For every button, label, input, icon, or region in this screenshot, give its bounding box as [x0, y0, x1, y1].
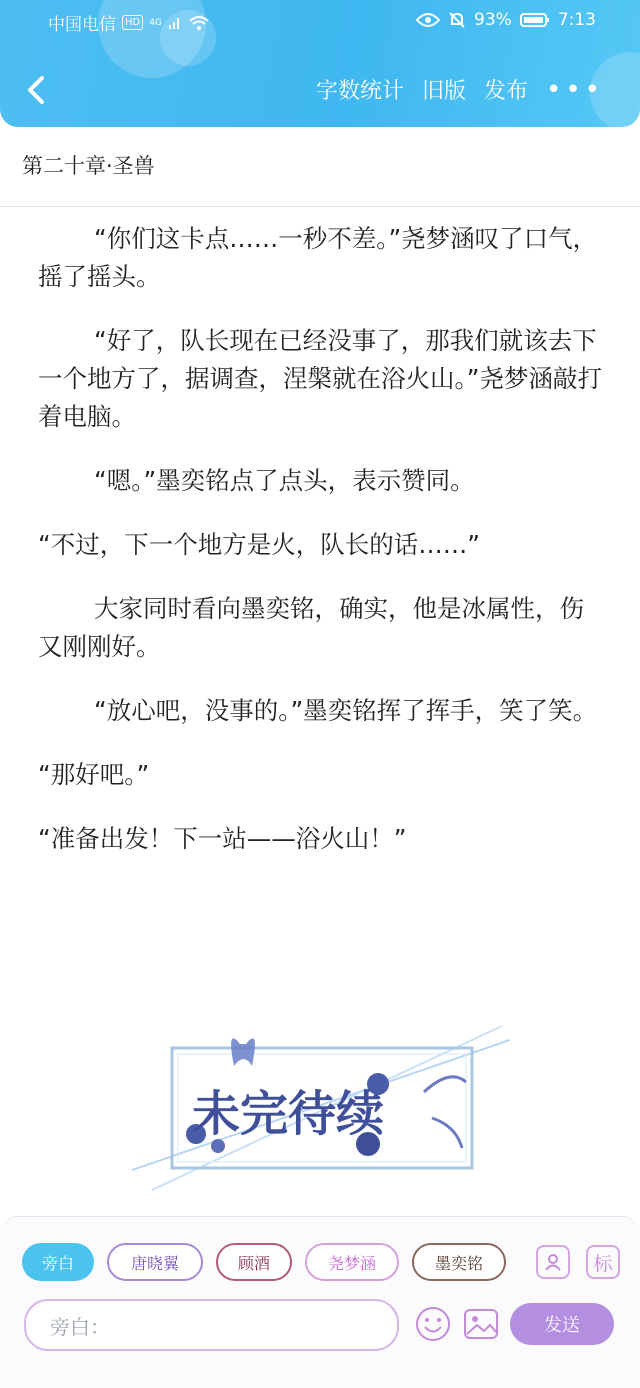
- paragraph: “好了，队长现在已经没事了，那我们就该去下一个地方了，据调查，涅槃就在浴火山。”尧梦涵敲打着电脑。: [38, 326, 602, 431]
- clock: 7:13: [557, 10, 596, 30]
- eye-icon: [416, 12, 440, 28]
- paragraph: “不过，下一个地方是火，队长的话……”: [38, 530, 480, 559]
- role-chip-yao-menghan[interactable]: 尧梦涵: [305, 1243, 399, 1281]
- divider: [0, 206, 640, 207]
- role-chip-gu-jiu[interactable]: 顾酒: [216, 1243, 292, 1281]
- to-be-continued-image: [132, 1022, 510, 1194]
- status-bar: [0, 0, 640, 44]
- battery-icon: [520, 12, 550, 28]
- wifi-icon: [188, 14, 210, 32]
- paragraph: “准备出发！下一站——浴火山！”: [38, 824, 407, 853]
- hd-badge: HD: [122, 15, 143, 30]
- paragraph: “那好吧。”: [38, 760, 150, 789]
- word-count-button[interactable]: 字数统计: [315, 79, 404, 104]
- more-menu-button[interactable]: •••: [545, 74, 604, 105]
- role-chip-narrator[interactable]: 旁白: [22, 1243, 94, 1281]
- tag-button[interactable]: 标: [586, 1245, 620, 1279]
- story-content[interactable]: [38, 220, 608, 884]
- paragraph: 大家同时看向墨奕铭，确实，他是冰属性，伤又刚刚好。: [38, 594, 584, 661]
- paragraph: “嗯。”墨奕铭点了点头，表示赞同。: [94, 466, 475, 495]
- carrier-label: 中国电信: [48, 15, 116, 35]
- bottom-editor-panel: [0, 1216, 640, 1388]
- paragraph: “你们这卡点……一秒不差。”尧梦涵叹了口气，摇了摇头。: [38, 224, 598, 291]
- signal-icon: [168, 16, 182, 30]
- image-icon[interactable]: [462, 1305, 500, 1343]
- publish-button[interactable]: 发布: [483, 79, 528, 104]
- nav-bar: [0, 64, 640, 120]
- chapter-title[interactable]: 第二十章·圣兽: [22, 154, 155, 178]
- back-arrow-icon[interactable]: [20, 70, 54, 110]
- old-version-button[interactable]: 旧版: [421, 79, 466, 104]
- battery-percent: 93%: [474, 10, 512, 30]
- top-header: [0, 0, 640, 127]
- role-chip-mo-yiming[interactable]: 墨奕铭: [412, 1243, 506, 1281]
- mute-bell-icon: [448, 11, 466, 29]
- paragraph: “放心吧，没事的。”墨奕铭挥了挥手，笑了笑。: [94, 696, 598, 725]
- network-type: 4G: [149, 17, 162, 28]
- to-be-continued-text: 未完待续: [192, 1086, 385, 1142]
- dialogue-input[interactable]: 旁白：: [24, 1299, 399, 1351]
- person-icon: [543, 1252, 563, 1272]
- send-button[interactable]: 发送: [510, 1303, 614, 1345]
- emoji-icon[interactable]: [414, 1305, 452, 1343]
- role-chip-tang-xiaoyi[interactable]: 唐晓翼: [107, 1243, 203, 1281]
- role-manage-icon[interactable]: [536, 1245, 570, 1279]
